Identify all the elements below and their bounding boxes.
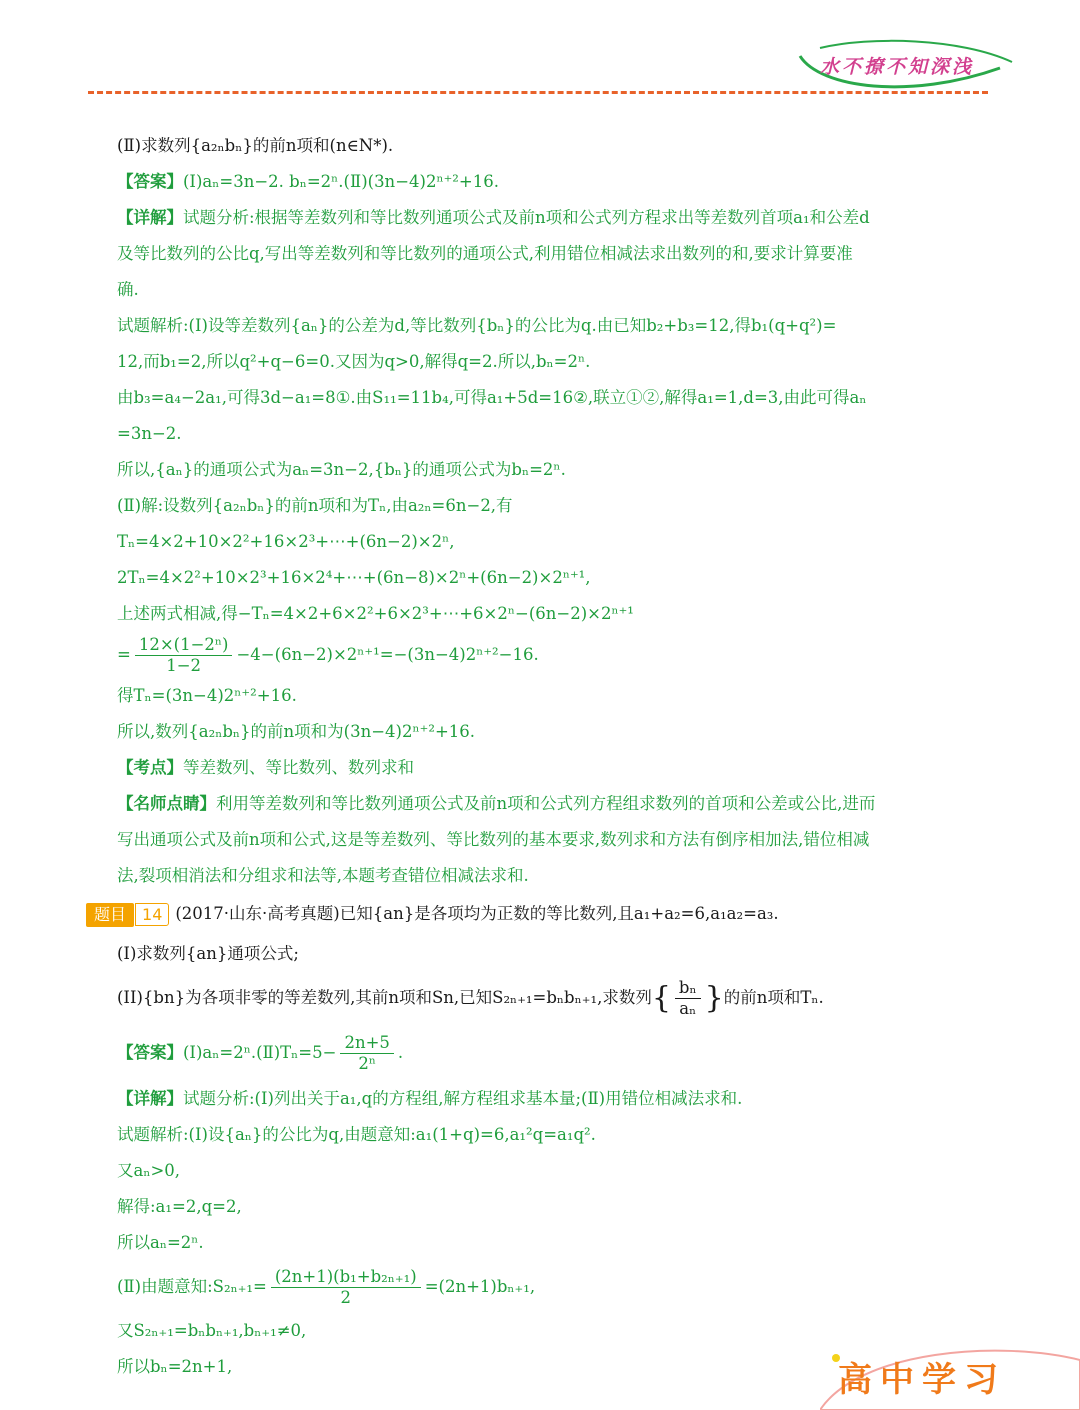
solution-line: 解得:a₁=2,q=2,	[117, 1196, 242, 1216]
brand-text: 水不撩不知深浅	[820, 56, 975, 78]
fraction	[675, 978, 701, 1019]
keypoint-line	[117, 750, 997, 786]
fraction-denominator: aₙ	[679, 999, 697, 1018]
problem-statement	[94, 896, 997, 932]
solution-line: 试题解析:(Ⅰ)设{aₙ}的公比为q,由题意知:a₁(1+q)=6,a₁²q=a₁q².	[117, 1124, 596, 1144]
teacher-note-text-2: 写出通项公式及前n项和公式,这是等差数列、等比数列的基本要求,数列求和方法有倒序相加法,错位相减	[117, 830, 870, 849]
brand-logo	[790, 38, 1020, 98]
keypoint-tag: 【考点】	[117, 758, 183, 777]
header-divider	[88, 91, 988, 94]
solution-line: 所以,{aₙ}的通项公式为aₙ=3n−2,{bₙ}的通项公式为bₙ=2ⁿ.	[117, 460, 566, 479]
document-body	[94, 128, 997, 1385]
fraction-denominator: 2ⁿ	[358, 1053, 377, 1073]
problem-part-i: (I)求数列{an}通项公式;	[117, 944, 299, 963]
problem-label: 题目	[86, 903, 134, 927]
teacher-note-text-3: 法,裂项相消法和分组求和法等,本题考查错位相减法求和.	[117, 866, 529, 885]
fraction-denominator: 1−2	[166, 656, 202, 675]
equals-sign: =	[117, 645, 131, 664]
corner-badge-text: 高中学习	[838, 1360, 1006, 1400]
detail-text: 试题分析:根据等差数列和等比数列通项公式及前n项和公式列方程求出等差数列首项a₁和公差d	[183, 208, 870, 227]
keypoint-text: 等差数列、等比数列、数列求和	[183, 758, 414, 777]
problem-part-ii-tail: 的前n项和Tₙ.	[723, 988, 824, 1007]
solution-line: Tₙ=4×2+10×2²+16×2³+⋯+(6n−2)×2ⁿ,	[117, 532, 455, 551]
solution-line: 12,而b₁=2,所以q²+q−6=0.又因为q>0,解得q=2.所以,bₙ=2ⁿ.	[117, 352, 591, 371]
problem-part-ii-text: (II){bn}为各项非零的等差数列,其前n项和Sn,已知S₂ₙ₊₁=bₙbₙ₊₁,求数列	[117, 988, 652, 1007]
fraction-numerator: 12×(1−2ⁿ)	[135, 635, 233, 656]
question-part-ii: (Ⅱ)求数列{a₂ₙbₙ}的前n项和(n∈N*).	[117, 136, 394, 155]
detail-text-2: 及等比数列的公比q,写出等差数列和等比数列的通项公式,利用错位相减法求出数列的和,要求计算要准	[117, 244, 853, 263]
answer-line	[117, 164, 997, 200]
detail-line	[117, 1081, 997, 1117]
answer-text: (Ⅰ)aₙ=2ⁿ.(Ⅱ)Tₙ=5−	[183, 1042, 337, 1062]
solution-text: (Ⅱ)由题意知:S₂ₙ₊₁=	[117, 1276, 267, 1296]
fraction-numerator: (2n+1)(b₁+b₂ₙ₊₁)	[271, 1267, 421, 1288]
solution-line: 上述两式相减,得−Tₙ=4×2+6×2²+6×2³+⋯+6×2ⁿ−(6n−2)×2ⁿ⁺¹	[117, 604, 634, 623]
fraction-tail: −4−(6n−2)×2ⁿ⁺¹=−(3n−4)2ⁿ⁺²−16.	[236, 645, 539, 664]
detail-text-3: 确.	[117, 280, 139, 299]
fraction-line	[117, 1261, 997, 1313]
fraction-numerator: 2n+5	[340, 1033, 393, 1054]
solution-line: 由b₃=a₄−2a₁,可得3d−a₁=8①.由S₁₁=11b₄,可得a₁+5d=16②,联立①②,解得a₁=1,d=3,由此可得aₙ	[117, 388, 867, 407]
teacher-note-text: 利用等差数列和等比数列通项公式及前n项和公式列方程组求数列的首项和公差或公比,进而	[216, 794, 876, 813]
fraction	[135, 635, 233, 676]
solution-line: (Ⅱ)解:设数列{a₂ₙbₙ}的前n项和为Tₙ,由a₂ₙ=6n−2,有	[117, 496, 513, 515]
problem-text: (2017·山东·高考真题)已知{an}是各项均为正数的等比数列,且a₁+a₂=6,a₁a₂=a₃.	[175, 904, 779, 923]
teacher-note-line	[117, 786, 997, 822]
solution-line: 所以,数列{a₂ₙbₙ}的前n项和为(3n−4)2ⁿ⁺²+16.	[117, 722, 476, 741]
solution-line: 试题解析:(Ⅰ)设等差数列{aₙ}的公差为d,等比数列{bₙ}的公比为q.由已知b₂+b₃=12,得b₁(q+q²)=	[117, 316, 837, 335]
fraction	[340, 1033, 393, 1074]
answer-tail: .	[397, 1042, 404, 1062]
answer-text: (Ⅰ)aₙ=3n−2. bₙ=2ⁿ.(Ⅱ)(3n−4)2ⁿ⁺²+16.	[183, 172, 499, 191]
fraction-tail: =(2n+1)bₙ₊₁,	[424, 1276, 536, 1296]
answer-line	[117, 1025, 997, 1081]
solution-line: =3n−2.	[117, 424, 182, 443]
teacher-note-tag: 【名师点睛】	[117, 794, 216, 813]
fraction-line	[117, 632, 997, 678]
problem-number: 14	[135, 903, 169, 926]
solution-line: 所以bₙ=2n+1,	[117, 1356, 233, 1376]
detail-tag: 【详解】	[117, 208, 183, 227]
detail-text: 试题分析:(Ⅰ)列出关于a₁,q的方程组,解方程组求基本量;(Ⅱ)用错位相减法求和.	[183, 1088, 743, 1108]
solution-line: 又aₙ>0,	[117, 1160, 181, 1180]
solution-line: 得Tₙ=(3n−4)2ⁿ⁺²+16.	[117, 686, 297, 705]
fraction	[271, 1267, 421, 1308]
answer-tag: 【答案】	[117, 1042, 183, 1062]
fraction-numerator: bₙ	[675, 978, 701, 999]
problem-part-ii: (II){bn}为各项非零的等差数列,其前n项和Sn,已知S₂ₙ₊₁=bₙbₙ₊₁,求数列{ $\frac{\text{bₙ}}{\text{aₙ}}$ }的前n项和Tₙ.	[117, 978, 824, 1018]
fraction-denominator: 2	[340, 1287, 352, 1307]
solution-line: 2Tₙ=4×2²+10×2³+16×2⁴+⋯+(6n−8)×2ⁿ+(6n−2)×2ⁿ⁺¹,	[117, 568, 591, 587]
detail-tag: 【详解】	[117, 1088, 183, 1108]
detail-line	[117, 200, 997, 236]
solution-line: 又S₂ₙ₊₁=bₙbₙ₊₁,bₙ₊₁≠0,	[117, 1320, 307, 1340]
answer-tag: 【答案】	[117, 172, 183, 191]
solution-line: 所以aₙ=2ⁿ.	[117, 1232, 204, 1252]
